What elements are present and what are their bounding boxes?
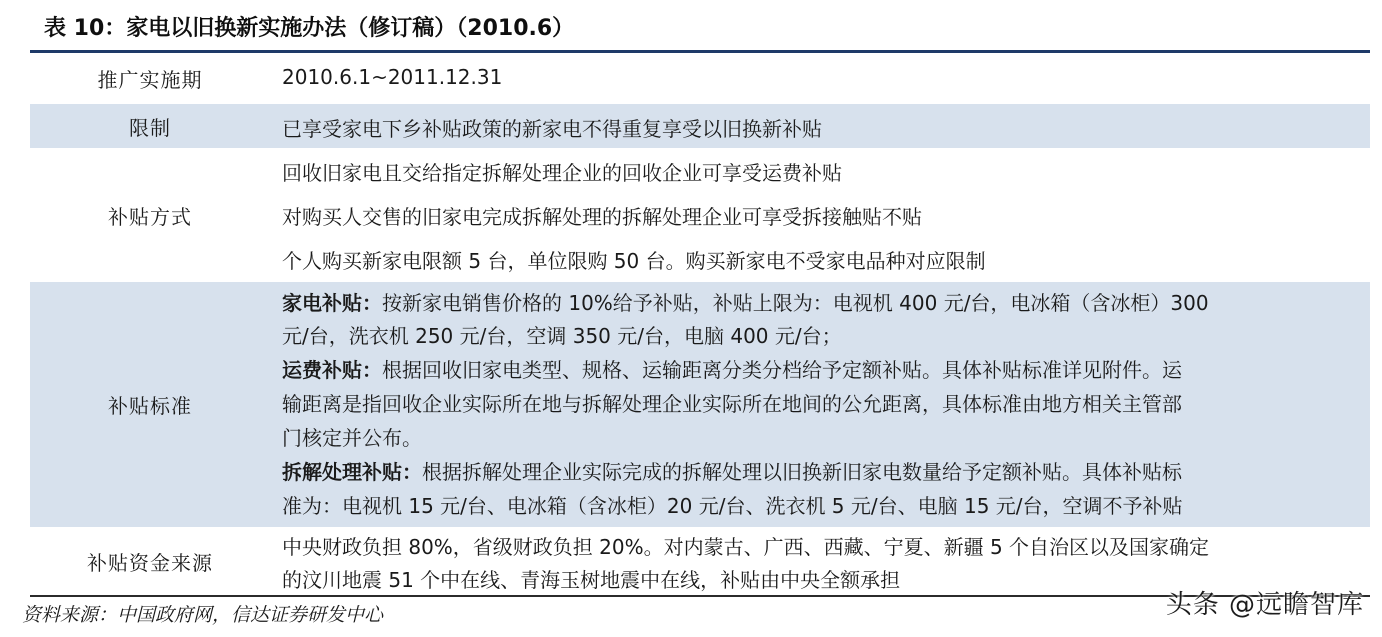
content-line: 个人购买新家电限额 5 台，单位限购 50 台。购买新家电不受家电品种对应限制: [282, 249, 986, 273]
paragraph-text: 按新家电销售价格的 10%给予补贴，补贴上限为：电视机 400 元/台，电冰箱（含冰柜）300: [382, 291, 1209, 315]
row-label: 推广实施期: [97, 68, 203, 92]
content-line: 已享受家电下乡补贴政策的新家电不得重复享受以旧换新补贴: [282, 117, 822, 141]
content-line: [282, 354, 1182, 383]
table-row-subsidy-method: [30, 148, 1370, 282]
row-label: 补贴资金来源: [87, 550, 213, 575]
content-line: 门核定并公布。: [282, 426, 422, 450]
paragraph-heading: 家电补贴：: [282, 291, 382, 315]
policy-table: [30, 53, 1370, 595]
paragraph-heading: 运费补贴：: [282, 358, 382, 382]
content-line: 元/台，洗衣机 250 元/台，空调 350 元/台，电脑 400 元/台；: [282, 324, 842, 348]
row-label: 补贴标准: [108, 394, 192, 418]
row-content: [282, 104, 1350, 148]
paragraph-text: 根据拆解处理企业实际完成的拆解处理以旧换新旧家电数量给予定额补贴。具体补贴标: [422, 460, 1182, 484]
content-line: [282, 287, 1209, 316]
content-line: 输距离是指回收企业实际所在地与拆解处理企业实际所在地间的公允距离，具体标准由地方相关主管部: [282, 392, 1182, 416]
content-line: 中央财政负担 80%，省级财政负担 20%。对内蒙古、广西、西藏、宁夏、新疆 5 个自治区以及国家确定: [282, 535, 1210, 559]
content-line: 的汶川地震 51 个中在线、青海玉树地震中在线，补贴由中央全额承担: [282, 568, 901, 592]
row-content: [282, 282, 1350, 527]
row-content: [282, 148, 1350, 282]
source-note: 资料来源：中国政府网，信达证券研发中心: [22, 604, 384, 626]
content-line: 准为：电视机 15 元/台、电冰箱（含冰柜）20 元/台、洗衣机 5 元/台、电脑 15 元/台，空调不予补贴: [282, 494, 1183, 518]
row-label: 补贴方式: [108, 204, 192, 229]
content-line: 回收旧家电且交给指定拆解处理企业的回收企业可享受运费补贴: [282, 161, 842, 185]
table-row-restriction: [30, 104, 1370, 148]
watermark: 头条 @远瞻智库: [1165, 590, 1364, 620]
row-label: 限制: [129, 115, 171, 140]
table-title: 表 10：家电以旧换新实施办法（修订稿）（2010.6）: [44, 16, 575, 41]
table-row-subsidy-standard: [30, 282, 1370, 527]
paragraph-text: 根据回收旧家电类型、规格、运输距离分类分档给予定额补贴。具体补贴标准详见附件。运: [382, 358, 1182, 382]
content-line: 对购买人交售的旧家电完成拆解处理的拆解处理企业可享受拆接触贴不贴: [282, 205, 922, 229]
table-row-period: [30, 53, 1370, 104]
row-content: [282, 53, 1350, 104]
content-line: 2010.6.1~2011.12.31: [282, 65, 503, 89]
paragraph-heading: 拆解处理补贴：: [282, 460, 422, 484]
content-line: [282, 456, 1182, 485]
